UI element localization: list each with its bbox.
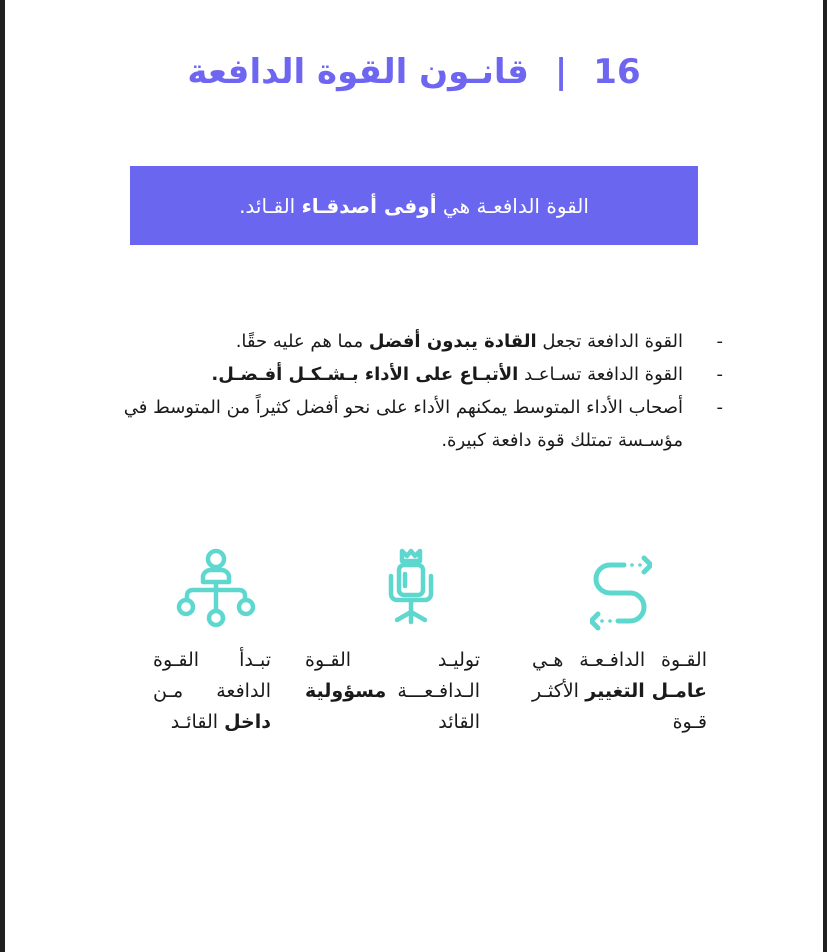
bullet-text: أصحاب الأداء المتوسط يمكنهم الأداء على نحو أفضل كثيراً من المتوسط في مؤسـسة تمتلك قوة دافعة كبيرة. <box>123 397 683 451</box>
leader-chair-icon <box>385 548 437 630</box>
page-title <box>5 52 823 92</box>
bullet-dash: - <box>716 397 723 418</box>
chapter-number: 16 <box>593 52 641 92</box>
bullet-dash: - <box>716 364 723 385</box>
feature-text: تبـدأ القـوة الدافعة مـن <box>153 649 271 702</box>
change-arrows-icon <box>590 553 652 631</box>
title-separator: | <box>554 52 568 92</box>
bullet-bold-text: القادة يبدون أفضل <box>368 331 537 352</box>
highlight-banner <box>130 166 698 245</box>
feature-text-end: القائـد <box>170 711 225 733</box>
bullet-item <box>123 391 723 457</box>
bullet-text-end: مما هم عليه حقًا. <box>235 331 369 352</box>
banner-text-end: القـائد. <box>239 193 302 218</box>
feature-bold-text: عامـل التغيير <box>585 680 708 702</box>
feature-text: توليـد القـوة الـدافـعـــة <box>305 649 480 702</box>
feature-column <box>532 645 707 738</box>
banner-bold-text: أوفى أصدقـاء <box>301 193 437 218</box>
bullet-item <box>123 325 723 358</box>
document-page <box>5 0 823 952</box>
organization-tree-icon <box>173 548 259 630</box>
feature-text: القـوة الدافـعـة هـي <box>532 649 707 671</box>
bullet-item <box>123 358 723 391</box>
bullet-text: القوة الدافعة تسـاعـد <box>518 364 683 385</box>
feature-bold-text: مسؤولية <box>305 680 387 702</box>
bullet-dash: - <box>716 331 723 352</box>
banner-text: القوة الدافعـة هي <box>436 193 589 218</box>
bullet-list <box>123 325 723 457</box>
bullet-bold-text: الأتبـاع على الأداء بـشـكـل أفـضـل. <box>211 364 519 385</box>
bullet-text: القوة الدافعة تجعل <box>536 331 683 352</box>
feature-column <box>305 645 480 738</box>
feature-bold-text: داخل <box>224 711 271 733</box>
feature-column <box>153 645 271 738</box>
feature-text-end: القائد <box>438 711 480 733</box>
chapter-title: قانـون القوة الدافعة <box>187 52 529 92</box>
feature-text-end: الأكثـر قـوة <box>532 680 707 733</box>
